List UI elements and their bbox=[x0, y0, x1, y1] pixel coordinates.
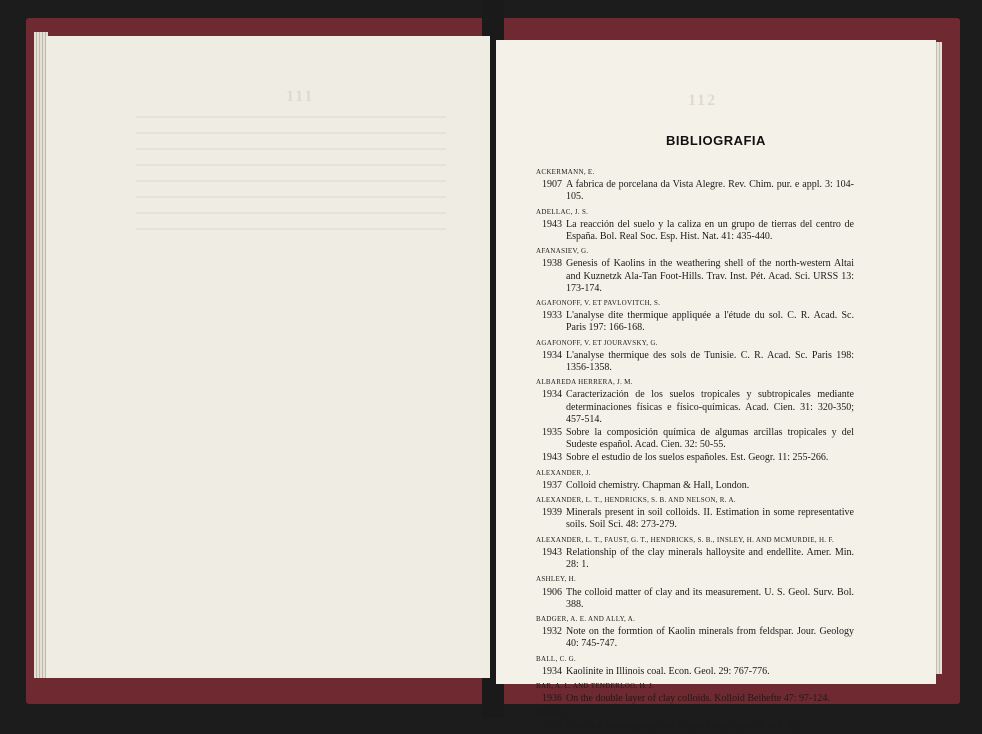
entry-year: 1939 bbox=[542, 507, 562, 519]
entry-year: 1906 bbox=[542, 586, 562, 598]
bibliography-entry bbox=[536, 587, 854, 611]
bibliography-entry bbox=[536, 350, 854, 374]
bibliography-entry bbox=[536, 693, 854, 705]
entry-text: L'analyse dite thermique appliquée a l'étude du sol. C. R. Acad. Sc. Paris 197: 166-168. bbox=[566, 310, 854, 334]
entry-year: 1937 bbox=[542, 479, 562, 491]
entry-year: 1932 bbox=[542, 626, 562, 638]
bibliography-entry bbox=[536, 626, 854, 650]
entry-year: 1934 bbox=[542, 665, 562, 677]
bibliography-author: BADGER, A. E. AND ALLY, A. bbox=[536, 614, 636, 623]
entry-year: 1936 bbox=[542, 693, 562, 705]
bibliography-author: ALBAREDA HERRERA, J. M. bbox=[536, 378, 633, 387]
bibliography-heading: BIBLIOGRAFIA bbox=[666, 133, 766, 148]
bibliography-entry bbox=[536, 258, 854, 295]
bibliography-author: BOEGE, H. bbox=[536, 709, 573, 718]
bibliography-author: ACKERMANN, E. bbox=[536, 168, 595, 176]
entry-text: Sobre el estudio de los suelos españoles. Est. Geogr. 11: 255-266. bbox=[566, 452, 829, 464]
bibliography-entry bbox=[536, 480, 854, 492]
bleed-through-text bbox=[136, 116, 446, 244]
entry-text: Minerals present in soil colloids. II. Estimation in some representative soils. Soil Sci. 48: 273-279. bbox=[566, 507, 854, 531]
bibliography-entry bbox=[536, 427, 854, 451]
entry-text: Sobre la composición química de algumas arcillas tropicales y del Sudeste español. Acad. Cien. 32: 50-55. bbox=[566, 427, 854, 451]
entry-year: 1934 bbox=[542, 349, 562, 361]
entry-text: L'analyse thermique des sols de Tunisie. C. R. Acad. Sc. Paris 198: 1356-1358. bbox=[566, 349, 854, 374]
bibliography-author: BAR, A. L. AND TENDERLOO, H. J. bbox=[536, 681, 655, 690]
bibliography-author: AGAFONOFF, V. ET PAVLOVITCH, S. bbox=[536, 299, 661, 308]
bibliography-author: BALL, C. G. bbox=[536, 654, 577, 663]
bibliography-author: AFANASIEV, G. bbox=[536, 247, 589, 256]
entry-text: La reacción del suelo y la caliza en un grupo de tierras del centro de España. Bol. Real Soc. Esp. Hist. Nat. 41: 435-440. bbox=[566, 218, 854, 243]
entry-text: The colloid matter of clay and its measurement. U. S. Geol. Surv. Bol. 388. bbox=[566, 586, 854, 610]
bibliography-author: ASHLEY, H. bbox=[536, 575, 577, 584]
entry-year: 1938 bbox=[542, 258, 562, 270]
entry-text: On the double layer of clay colloids. Kolloid Beihefte 47: 97-124. bbox=[566, 693, 830, 705]
left-page bbox=[46, 36, 490, 678]
bibliography-entry bbox=[536, 507, 854, 531]
bibliography-list bbox=[536, 164, 854, 734]
entry-year: 1933 bbox=[542, 310, 562, 322]
left-page-number-ghost: 111 bbox=[286, 88, 315, 105]
bibliography-author: AGAFONOFF, V. ET JOURAVSKY, G. bbox=[536, 338, 658, 347]
bibliography-entry bbox=[536, 547, 854, 571]
entry-text: Caracterización de los suelos tropicales y subtropicales mediante determinaciones físicas e físico-químicas. Acad. Cien. 31: 320-350; 457-514. bbox=[566, 389, 854, 425]
bibliography-author: ALEXANDER, J. bbox=[536, 468, 591, 477]
entry-year: 1943 bbox=[542, 546, 562, 558]
bibliography-entry bbox=[536, 721, 854, 733]
entry-text: Relationship of the clay minerals halloysite and endellite. Amer. Min. 28: 1. bbox=[566, 546, 854, 571]
entry-text: Über den Kaolingehalt von Tonen. Chem. Erde 3: 341-369. bbox=[566, 720, 804, 732]
bibliography-entry bbox=[536, 179, 854, 203]
bibliography-author: ALEXANDER, L. T., FAUST, G. T., HENDRICKS, S. B., INSLEY, H. AND MCMURDIE, H. F. bbox=[536, 535, 835, 544]
entry-text: Kaolinite in Illinois coal. Econ. Geol. 29: 767-776. bbox=[566, 665, 770, 677]
entry-year: 1934 bbox=[542, 389, 562, 401]
entry-text: Note on the formtion of Kaolin minerals from feldspar. Jour. Geology 40: 745-747. bbox=[566, 626, 854, 650]
entry-text: A fabrica de porcelana da Vista Alegre. Rev. Chim. pur. e appl. 3: 104-105. bbox=[566, 179, 854, 203]
entry-text: Genesis of Kaolins in the weathering shell of the north-western Altai and Kuznetzk Ala-Tan Foot-Hills. Trav. Inst. Pét. Acad. Sci. URSS 13: 173-174. bbox=[566, 258, 854, 294]
bibliography-entry bbox=[536, 310, 854, 334]
bibliography-entry bbox=[536, 666, 854, 678]
bibliography-entry bbox=[536, 452, 854, 464]
entry-year: 1943 bbox=[542, 452, 562, 464]
bibliography-author: ADELLAC, J. S. bbox=[536, 207, 589, 216]
entry-year: 1935 bbox=[542, 427, 562, 439]
right-page-number-ghost: 112 bbox=[688, 92, 718, 109]
entry-text: Colloid chemistry. Chapman & Hall, London. bbox=[566, 479, 750, 491]
right-page bbox=[496, 40, 936, 732]
entry-year: 1943 bbox=[542, 218, 562, 230]
entry-year: 1907 bbox=[542, 179, 562, 191]
entry-year: 1927 bbox=[542, 720, 562, 732]
bibliography-author: ALEXANDER, L. T., HENDRICKS, S. B. AND NELSON, R. A. bbox=[536, 496, 736, 505]
bibliography-entry bbox=[536, 389, 854, 426]
bibliography-entry bbox=[536, 219, 854, 243]
